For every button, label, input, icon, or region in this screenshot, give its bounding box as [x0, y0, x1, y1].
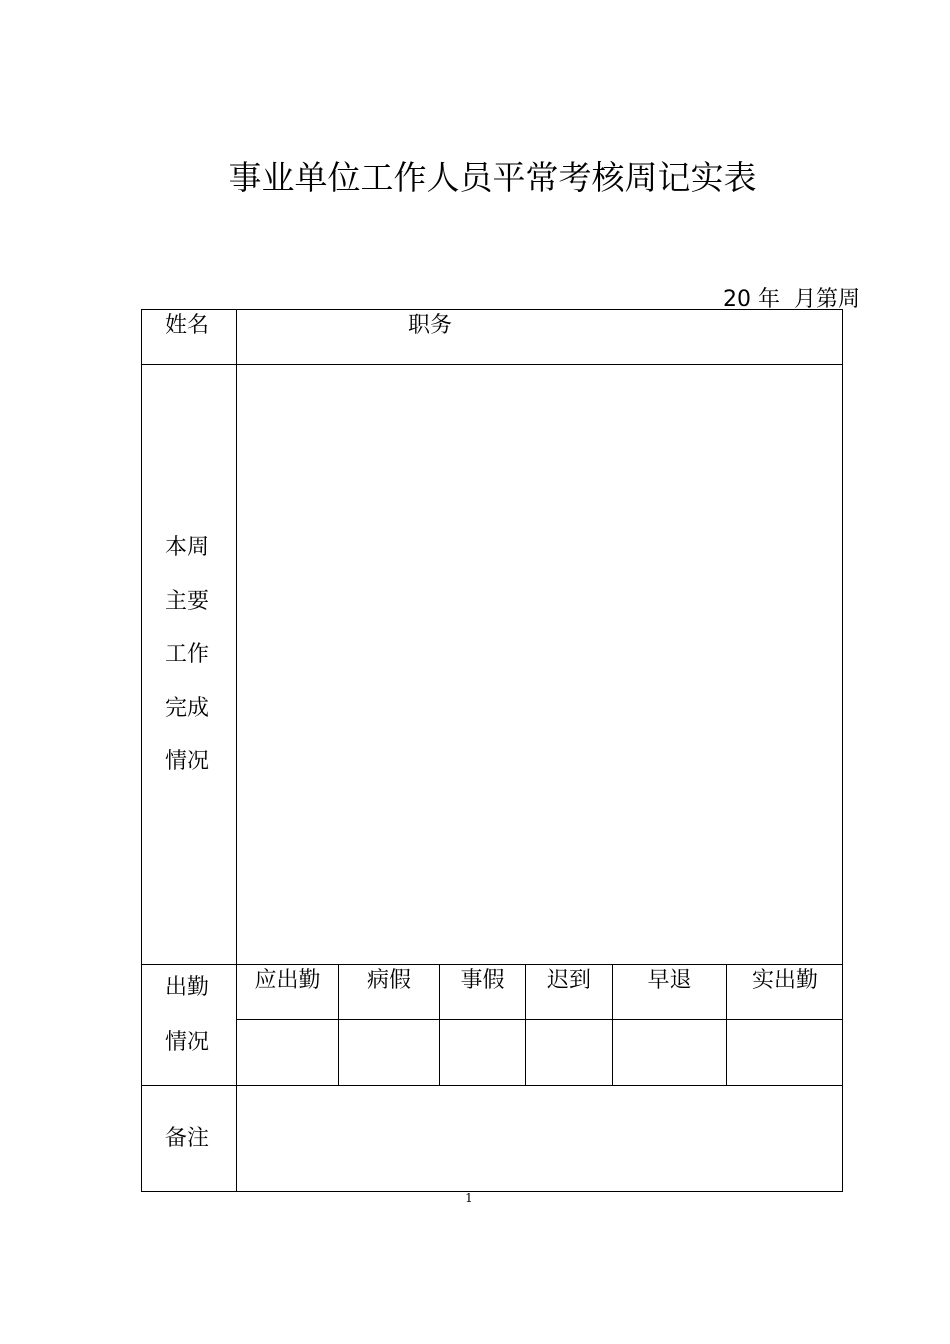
work-label-line: 工作 [165, 642, 210, 667]
attendance-label-line: 出勤 [165, 975, 210, 1000]
attendance-col-header: 早退 [647, 968, 692, 993]
row-divider-name [141, 364, 843, 365]
attendance-col-header: 实出勤 [751, 968, 818, 993]
position-label: 职务 [408, 313, 453, 338]
work-label-line: 完成 [165, 696, 210, 721]
remarks-label: 备注 [165, 1126, 210, 1151]
work-label-line: 主要 [165, 589, 210, 614]
attendance-col-header: 病假 [366, 968, 411, 993]
attendance-col-header: 应出勤 [254, 968, 321, 993]
form-title: 事业单位工作人员平常考核周记实表 [228, 158, 757, 197]
row-divider-attendance [141, 1085, 843, 1086]
work-label-line: 本周 [165, 535, 210, 560]
date-month-week: 月第周 [793, 287, 860, 312]
attendance-label-line: 情况 [165, 1030, 210, 1055]
row-divider-attendance-header [236, 1019, 843, 1020]
name-label: 姓名 [165, 313, 210, 338]
label-column-divider [236, 309, 237, 1192]
row-divider-work [141, 964, 843, 965]
page-number: 1 [465, 1191, 473, 1205]
table-outer-border [141, 309, 843, 1192]
work-label-line: 情况 [165, 749, 210, 774]
attendance-col-header: 事假 [460, 968, 505, 993]
date-year: 20 年 [722, 287, 780, 312]
attendance-col-header: 迟到 [546, 968, 591, 993]
